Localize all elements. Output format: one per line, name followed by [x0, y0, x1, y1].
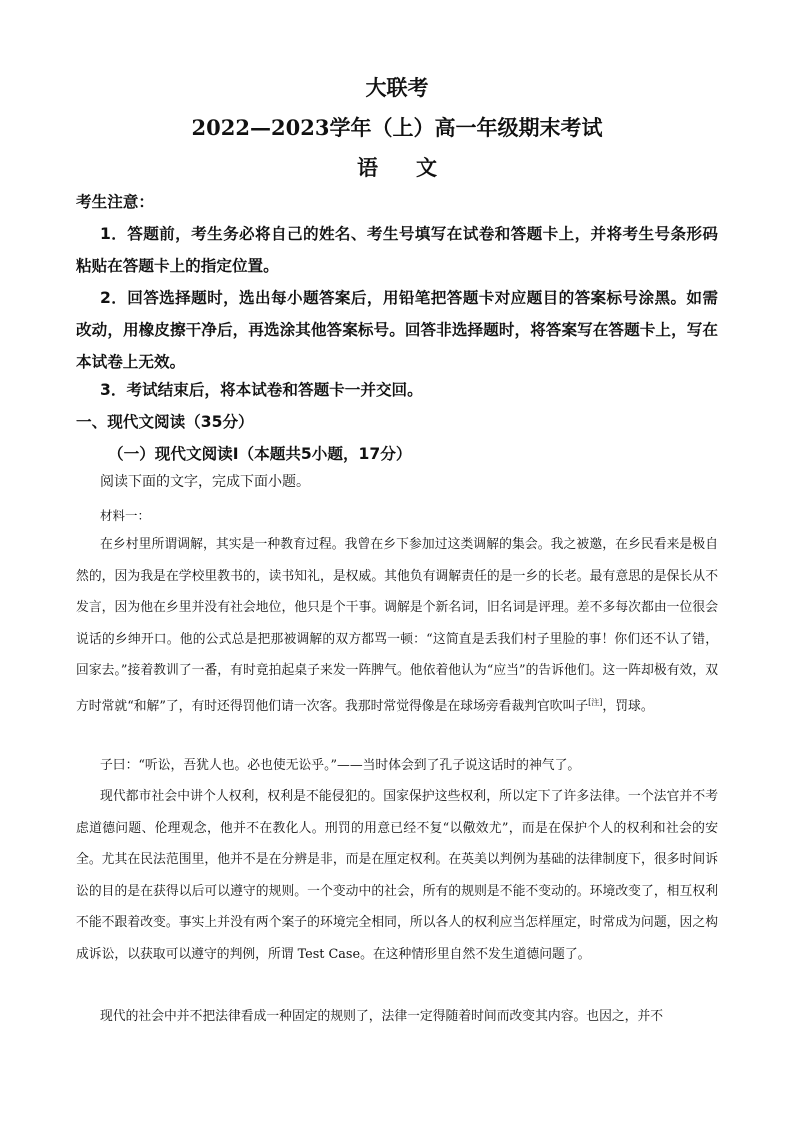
section-heading: 一、现代文阅读（35分）	[76, 413, 254, 431]
passage-text: ，罚球。	[602, 698, 654, 714]
passage-paragraph-4: 现代的社会中并不把法律看成一种固定的规则了，法律一定得随着时间而改变其内容。也因之，并不	[100, 1009, 664, 1024]
passage-paragraph-1	[76, 529, 718, 722]
reading-instruction: 阅读下面的文字，完成下面小题。	[100, 474, 310, 490]
exam-title: 大联考	[365, 75, 429, 100]
material-label: 材料一：	[100, 508, 151, 523]
exam-subtitle: 2022—2023学年（上）高一年级期末考试	[191, 115, 603, 140]
notice-item-1: 1．答题前，考生务必将自己的姓名、考生号填写在试卷和答题卡上，并将考生号条形码粘贴在答题卡上的指定位置。	[76, 225, 718, 275]
subject-title: 语文	[357, 155, 475, 180]
passage-paragraph-3: 现代都市社会中讲个人权利，权利是不能侵犯的。国家保护这些权利，所以定下了许多法律。一个法官并不考虑道德问题、伦理观念，他并不在教化人。刑罚的用意已经不复“以儆效尤”，而是在保护个人的权利和社会的安全。尤其在民法范围里，他并不是在分辨是非，而是在厘定权利。在英美以判例为基础的法律制度下，很多时间诉讼的目的是在获得以后可以遵守的规则。一个变动中的社会，所有的规则是不能不变动的。环境改变了，相互权利不能不跟着改变。事实上并没有两个案子的环境完全相同，所以各人的权利应当怎样厘定，时常成为问题，因之构成诉讼，以获取可以遵守的判例，所谓 Test Case。在这种情形里自然不发生道德问题了。	[76, 789, 718, 962]
passage-text: 在乡村里所谓调解，其实是一种教育过程。我曾在乡下参加过这类调解的集会。我之被邀，在乡民看来是极自然的，因为我是在学校里教书的，读书知礼，是权威。其他负有调解责任的是一乡的长老。最有意思的是保长从不发言，因为他在乡里并没有社会地位，他只是个干事。调解是个新名词，旧名词是评理。差不多每次都由一位很会说话的乡绅开口。他的公式总是把那被调解的双方都骂一顿：“这简直是丢我们村子里脸的事！你们还不认了错，回家去。”接着教训了一番，有时竟拍起桌子来发一阵脾气。他依着他认为“应当”的告诉他们。这一阵却极有效，双方时常就“和解”了，有时还得罚他们请一次客。我那时常觉得像是在球场旁看裁判官吹叫子	[76, 537, 718, 714]
passage-paragraph-2: 子曰：“听讼，吾犹人也。必也使无讼乎。”——当时体会到了孔子说这话时的神气了。	[100, 758, 581, 773]
notice-item-2: 2．回答选择题时，选出每小题答案后，用铅笔把答题卡对应题目的答案标号涂黑。如需改动，用橡皮擦干净后，再选涂其他答案标号。回答非选择题时，将答案写在答题卡上，写在本试卷上无效。	[76, 289, 718, 371]
notice-label: 考生注意：	[76, 193, 154, 211]
notice-item-3: 3．考试结束后，将本试卷和答题卡一并交回。	[100, 381, 423, 399]
subsection-heading: （一）现代文阅读Ⅰ（本题共5小题，17分）	[108, 445, 412, 463]
footnote-marker: [注]	[588, 697, 603, 707]
